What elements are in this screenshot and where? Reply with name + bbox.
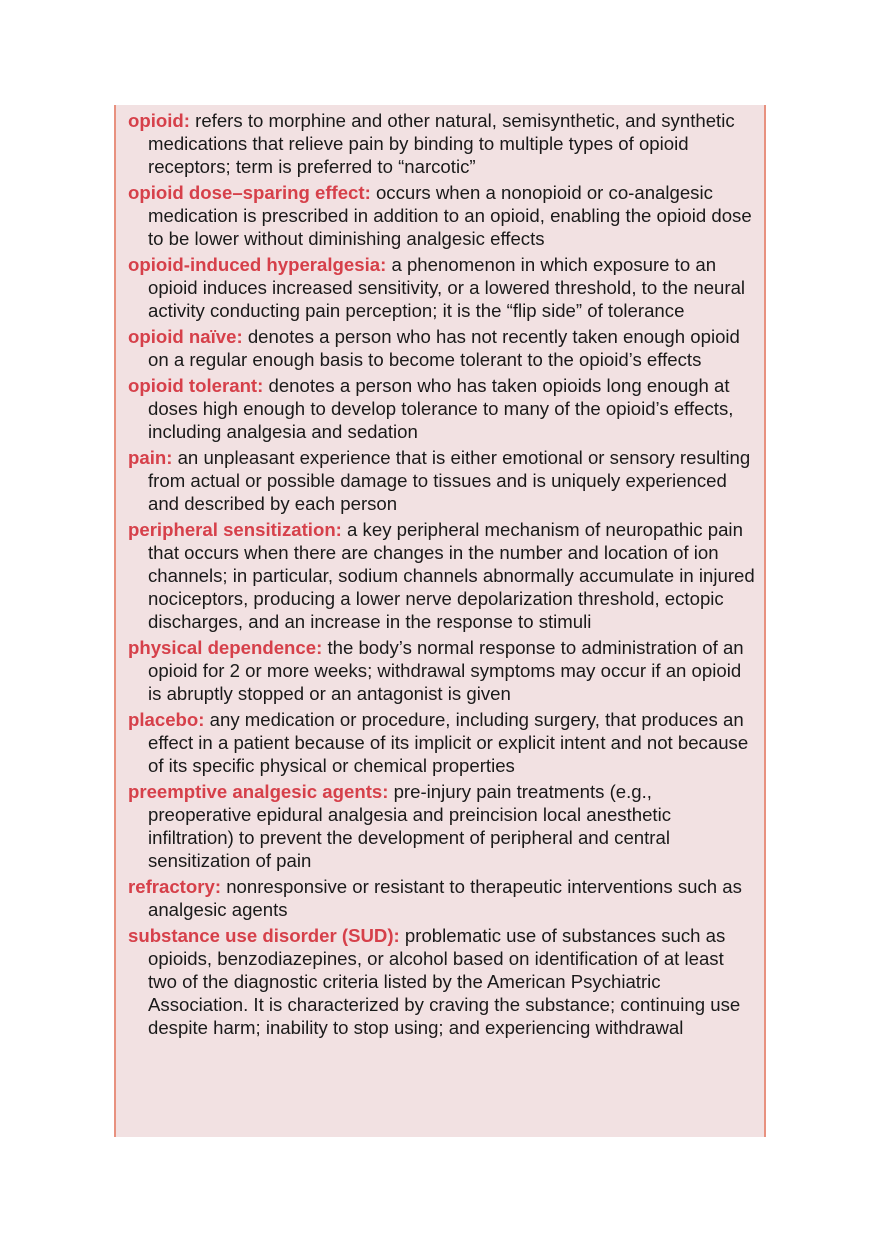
- glossary-list: [116, 105, 764, 1039]
- glossary-definition: nonresponsive or resistant to therapeutic interventions such as analgesic agents: [148, 876, 742, 920]
- glossary-definition: occurs when a nonopioid or co-analgesic medication is prescribed in addition to an opioid, enabling the opioid dose to be lower without diminishing analgesic effects: [148, 182, 752, 249]
- glossary-term: opioid dose–sparing effect:: [128, 182, 371, 203]
- glossary-term: peripheral sensitization:: [128, 519, 342, 540]
- glossary-entry: [128, 109, 756, 178]
- glossary-entry: [128, 518, 756, 633]
- glossary-definition: denotes a person who has not recently taken enough opioid on a regular enough basis to become tolerant to the opioid’s effects: [148, 326, 740, 370]
- glossary-term: opioid-induced hyperalgesia:: [128, 254, 387, 275]
- glossary-definition: refers to morphine and other natural, semisynthetic, and synthetic medications that relieve pain by binding to multiple types of opioid receptors; term is preferred to “narcotic”: [148, 110, 735, 177]
- glossary-definition: problematic use of substances such as opioids, benzodiazepines, or alcohol based on identification of at least two of the diagnostic criteria listed by the American Psychiatric Association. It is characterized by craving the substance; continuing use despite harm; inability to stop using; and experiencing withdrawal: [148, 925, 741, 1038]
- glossary-entry: [128, 708, 756, 777]
- glossary-box: [114, 105, 766, 1137]
- glossary-term: pain:: [128, 447, 173, 468]
- glossary-entry: [128, 780, 756, 872]
- glossary-entry: [128, 446, 756, 515]
- glossary-term: opioid tolerant:: [128, 375, 264, 396]
- glossary-entry: [128, 636, 756, 705]
- glossary-term: physical dependence:: [128, 637, 323, 658]
- glossary-term: preemptive analgesic agents:: [128, 781, 389, 802]
- glossary-term: refractory:: [128, 876, 222, 897]
- glossary-entry: [128, 181, 756, 250]
- glossary-definition: an unpleasant experience that is either emotional or sensory resulting from actual or possible damage to tissues and is uniquely experienced and described by each person: [148, 447, 751, 514]
- glossary-entry: [128, 875, 756, 921]
- glossary-term: opioid:: [128, 110, 190, 131]
- glossary-term: opioid naïve:: [128, 326, 243, 347]
- glossary-entry: [128, 924, 756, 1039]
- glossary-definition: a phenomenon in which exposure to an opioid induces increased sensitivity, or a lowered threshold, to the neural activity conducting pain perception; it is the “flip side” of tolerance: [148, 254, 746, 321]
- glossary-term: placebo:: [128, 709, 205, 730]
- glossary-entry: [128, 253, 756, 322]
- glossary-definition: denotes a person who has taken opioids long enough at doses high enough to develop tolerance to many of the opioid’s effects, including analgesia and sedation: [148, 375, 734, 442]
- glossary-definition: a key peripheral mechanism of neuropathic pain that occurs when there are changes in the number and location of ion channels; in particular, sodium channels abnormally accumulate in injured nociceptors, producing a lower nerve depolarization threshold, ectopic discharges, and an increase in the response to stimuli: [148, 519, 755, 632]
- glossary-entry: [128, 374, 756, 443]
- glossary-definition: the body’s normal response to administration of an opioid for 2 or more weeks; withdrawal symptoms may occur if an opioid is abruptly stopped or an antagonist is given: [148, 637, 744, 704]
- glossary-term: substance use disorder (SUD):: [128, 925, 400, 946]
- glossary-definition: any medication or procedure, including surgery, that produces an effect in a patient because of its implicit or explicit intent and not because of its specific physical or chemical properties: [148, 709, 749, 776]
- glossary-entry: [128, 325, 756, 371]
- glossary-definition: pre-injury pain treatments (e.g., preoperative epidural analgesia and preincision local anesthetic infiltration) to prevent the development of peripheral and central sensitization of pain: [148, 781, 672, 871]
